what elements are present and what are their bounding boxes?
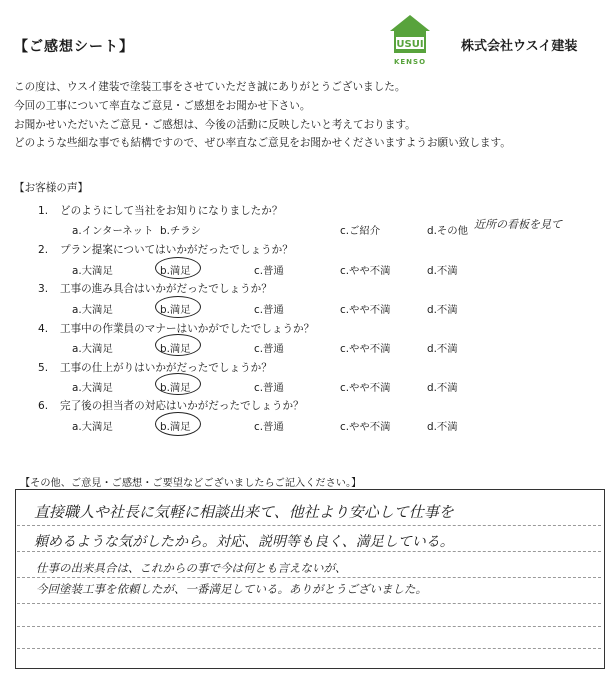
q5-option-a[interactable]: a.大満足	[72, 382, 113, 394]
q5-option-d[interactable]: d.不満	[427, 382, 458, 394]
q2-option-a[interactable]: a.大満足	[72, 265, 113, 277]
question-text: プラン提案についてはいかがだったでしょうか？	[60, 244, 293, 256]
intro-line: どのような些細な事でも結構ですので、ぜひ率直なご意見をお聞かせくださいますようお願い致します。	[14, 137, 511, 150]
question-1	[38, 203, 282, 218]
company-name: 株式会社ウスイ建装	[461, 39, 578, 54]
q5-option-c2[interactable]: c.やや不満	[340, 382, 391, 394]
handwritten-comment-line: 今回塗装工事を依頼したが、一番満足している。ありがとうございました。	[36, 582, 427, 596]
intro-line: この度は、ウスイ建装で塗装工事をさせていただき誠にありがとうございました。	[14, 81, 406, 93]
ruled-line	[17, 648, 601, 649]
ruled-line	[17, 626, 601, 627]
question-number: 1.	[38, 205, 49, 217]
q4-option-d[interactable]: d.不満	[427, 343, 458, 355]
q3-option-b[interactable]: b.満足	[160, 304, 191, 316]
q2-option-d[interactable]: d.不満	[427, 265, 458, 277]
question-2	[38, 242, 293, 257]
question-text: 工事の仕上がりはいかがだったでしょうか？	[60, 362, 272, 374]
question-number: 3.	[38, 283, 49, 295]
question-text: どのようにして当社をお知りになりましたか？	[60, 205, 283, 217]
question-text: 工事の進み具合はいかがだったでしょうか？	[60, 283, 272, 295]
q6-option-b[interactable]: b.満足	[160, 421, 191, 433]
handwritten-comment-line: 頼めるような気がしたから。対応、説明等も良く、満足している。	[34, 534, 454, 550]
q2-option-c[interactable]: c.普通	[254, 265, 284, 277]
question-number: 5.	[38, 362, 49, 374]
q1-option-c[interactable]: c.ご紹介	[340, 225, 381, 237]
q1-option-a[interactable]: a.インターネット	[72, 225, 154, 237]
q1-option-b[interactable]: b.チラシ	[160, 225, 202, 237]
q6-option-d[interactable]: d.不満	[427, 421, 458, 433]
logo-subtext: KENSO	[393, 58, 427, 66]
question-3	[38, 281, 272, 296]
q6-option-c[interactable]: c.普通	[254, 421, 284, 433]
ruled-line	[17, 603, 601, 604]
question-number: 4.	[38, 323, 49, 335]
selection-circle	[155, 373, 201, 395]
intro-text	[14, 78, 511, 153]
q6-option-a[interactable]: a.大満足	[72, 421, 113, 433]
page-title: 【ご感想シート】	[14, 39, 134, 55]
q2-option-c2[interactable]: c.やや不満	[340, 265, 391, 277]
intro-line: 今回の工事について率直なご意見・ご感想をお聞かせ下さい。	[14, 99, 311, 112]
q3-option-c2[interactable]: c.やや不満	[340, 304, 391, 316]
logo-text: USUI	[396, 39, 424, 50]
q2-option-b[interactable]: b.満足	[160, 265, 191, 277]
section-heading-voices: 【お客様の声】	[14, 182, 89, 194]
q6-option-c2[interactable]: c.やや不満	[340, 421, 391, 433]
intro-line: お聞かせいただいたご意見・ご感想は、今後の活動に反映したいと考えております。	[14, 118, 416, 131]
question-6	[38, 398, 304, 413]
section-heading-comments: 【その他、ご意見・ご感想・ご要望などございましたらご記入ください。】	[20, 478, 362, 489]
q5-option-b[interactable]: b.満足	[160, 382, 191, 394]
q4-option-a[interactable]: a.大満足	[72, 343, 113, 355]
q5-option-c[interactable]: c.普通	[254, 382, 284, 394]
q4-option-c[interactable]: c.普通	[254, 343, 284, 355]
handwritten-comment-line: 仕事の出来具合は、これからの事で今は何とも言えないが、	[36, 561, 347, 575]
question-5	[38, 360, 272, 375]
selection-circle	[155, 412, 201, 436]
selection-circle	[155, 334, 201, 356]
q1-handwritten-answer: 近所の看板を見て	[474, 218, 562, 231]
q4-option-b[interactable]: b.満足	[160, 343, 191, 355]
question-text: 完了後の担当者の対応はいかがだったでしょうか？	[60, 400, 304, 412]
handwritten-comment-line: 直接職人や社長に気軽に相談出来て、他社より安心して仕事を	[34, 503, 454, 521]
ruled-line	[17, 525, 601, 526]
company-logo	[388, 13, 432, 69]
q3-option-c[interactable]: c.普通	[254, 304, 284, 316]
question-number: 6.	[38, 400, 49, 412]
q3-option-d[interactable]: d.不満	[427, 304, 458, 316]
selection-circle	[155, 257, 201, 279]
selection-circle	[155, 296, 201, 318]
question-text: 工事中の作業員のマナーはいかがでしたでしょうか？	[60, 323, 315, 335]
question-number: 2.	[38, 244, 49, 256]
ruled-line	[17, 577, 601, 578]
q1-option-d[interactable]: d.その他	[427, 225, 469, 237]
q3-option-a[interactable]: a.大満足	[72, 304, 113, 316]
ruled-line	[17, 551, 601, 552]
q4-option-c2[interactable]: c.やや不満	[340, 343, 391, 355]
